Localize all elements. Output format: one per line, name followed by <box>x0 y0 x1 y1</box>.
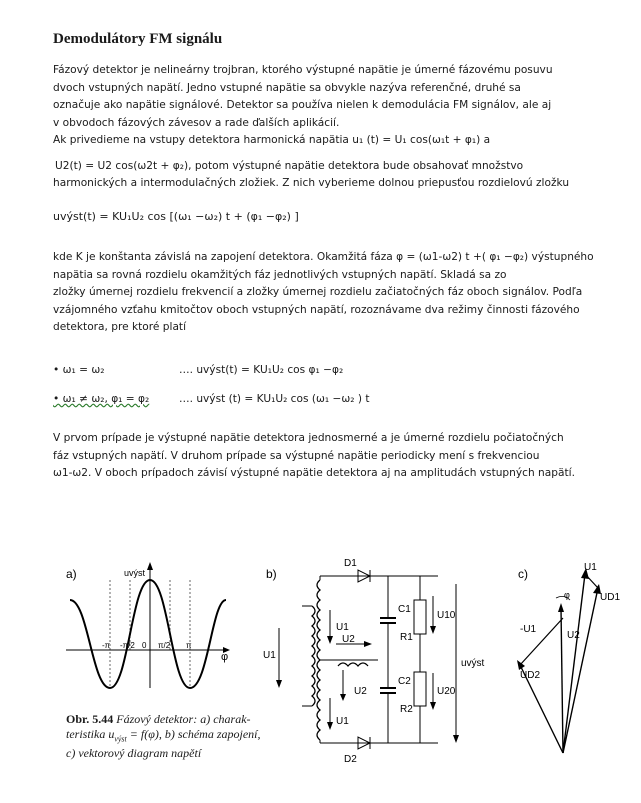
explanation-paragraph <box>53 249 613 337</box>
bullet-condition: • ω₁ = ω₂ <box>53 364 105 376</box>
label-uvyst: uvýst <box>461 658 485 669</box>
tick-label: -π/2 <box>120 641 135 650</box>
tertiary-coil <box>338 663 368 666</box>
label-u20: U20 <box>437 686 456 697</box>
label-minus-u1: -U1 <box>520 624 537 635</box>
text-line: V prvom prípade je výstupné napätie detektora jednosmerné a je úmerné rozdielu počiatočných <box>53 432 564 444</box>
label-r2: R2 <box>400 704 413 715</box>
bullet-formula: …. uvýst (t) = KU₁U₂ cos (ω₁ −ω₂ ) t <box>179 393 370 405</box>
label-u2-lower: U2 <box>354 686 367 697</box>
conclusion-paragraph <box>53 430 613 483</box>
label-d2: D2 <box>344 754 357 763</box>
text-line: Fázový detektor je nelineárny trojbran, ktorého výstupné napätie je úmerné fázovému posuvu <box>53 64 553 76</box>
label-u2-center: U2 <box>342 634 355 645</box>
text-line: v obvodoch fázových závesov a rade ďalších aplikácií. <box>53 116 340 129</box>
text-line: zložky úmernej rozdielu frekvencií a zložky úmernej rozdielu začiatočných fáz oboch signálov. Podľa <box>53 286 583 298</box>
main-equation: uvýst(t) = KU₁U₂ cos [(ω₁ −ω₂) t + (φ₁ −φ₂) ] <box>53 210 299 223</box>
bullet-condition: • ω₁ ≠ ω₂, φ₁ = φ₂ <box>53 393 150 405</box>
figure-caption <box>66 712 316 761</box>
text-line: vzájomného vzťahu kmitočtov oboch vstupných napätí, rozoznávame dva režimy činnosti fázového <box>53 303 580 316</box>
vector-u2 <box>561 608 563 753</box>
label-u1-upper: U1 <box>336 622 349 633</box>
caption-text-line2: teristika u <box>66 727 115 741</box>
text-line: kde K je konštanta závislá na zapojení detektora. Okamžitá fáza φ = (ω1-ω2) t +( φ₁ −φ₂) výstupného <box>53 251 594 263</box>
characteristic-curve <box>70 580 229 688</box>
label-u1-lower: U1 <box>336 716 349 727</box>
tick-label: 0 <box>142 641 147 650</box>
label-c2: C2 <box>398 676 411 687</box>
text-line: harmonických a intermodulačných zložiek. Z nich vyberieme dolnou priepusťou rozdielovú zložku <box>53 177 570 189</box>
label-c1: C1 <box>398 604 411 615</box>
bullet-formula: …. uvýst(t) = KU₁U₂ cos φ₁ −φ₂ <box>179 364 344 376</box>
text-line: označuje ako napätie signálové. Detektor sa používa nielen k demodulácia FM signálov, ale aj <box>53 99 552 111</box>
panel-c-label: c) <box>518 567 528 581</box>
y-axis-label: uvýst <box>124 568 146 578</box>
tick-label: -π <box>102 641 111 650</box>
y-axis-arrow <box>147 562 153 570</box>
panel-a-label: a) <box>66 567 77 581</box>
text-line: detektora, pre ktoré platí <box>53 321 187 333</box>
label-phi: φ <box>564 590 570 600</box>
label-u10: U10 <box>437 610 456 621</box>
label-ud2: UD2 <box>520 670 541 681</box>
primary-coil <box>312 606 315 706</box>
label-u1-primary: U1 <box>263 650 276 661</box>
bullet-equal-frequencies <box>53 364 344 376</box>
tick-label: π/2 <box>158 641 171 650</box>
text-line: U2(t) = U2 cos(ω2t + φ₂), potom výstupné napätie detektora bude obsahovať množstvo <box>55 159 524 172</box>
panel-c-vector-diagram <box>517 562 620 753</box>
panel-b-label: b) <box>266 567 277 581</box>
caption-subscript: výst <box>114 734 127 744</box>
label-ud1: UD1 <box>600 592 621 603</box>
caption-number: Obr. 5.44 <box>66 712 114 726</box>
text-line: napätia sa rovná rozdielu okamžitých fáz jednotlivých vstupných napätí. Skladá sa zo <box>53 268 507 281</box>
label-r1: R1 <box>400 632 413 643</box>
label-u2: U2 <box>567 630 580 641</box>
text-line: ω1-ω2. V oboch prípadoch závisí výstupné napätie detektora aj na amplitudách vstupných napätí. <box>53 467 575 479</box>
panel-a-characteristic <box>66 562 230 688</box>
caption-text-line1: Fázový detektor: a) charak- <box>116 712 251 726</box>
bullet-different-frequencies <box>53 393 370 405</box>
text-line: dvoch vstupných napätí. Jedno vstupné napätie sa obvykle nazýva referenčné, druhé sa <box>53 81 521 94</box>
resistor-r1 <box>414 600 426 634</box>
intro-paragraph <box>53 62 613 193</box>
caption-text-line2-rest: = f(φ), b) schéma zapojení, <box>126 727 261 741</box>
text-line: fáz vstupných napätí. V druhom prípade sa výstupné napätie periodicky mení s frekvenciou <box>53 449 540 462</box>
resistor-r2 <box>414 672 426 706</box>
secondary-coil <box>317 580 320 740</box>
label-u1: U1 <box>584 562 597 573</box>
label-d1: D1 <box>344 558 357 569</box>
page-title: Demodulátory FM signálu <box>53 31 223 47</box>
caption-text-line3: c) vektorový diagram napětí <box>66 746 202 761</box>
x-axis-label: φ <box>221 651 229 663</box>
text-line: Ak privedieme na vstupy detektora harmonická napätia u₁ (t) = U₁ cos(ω₁t + φ₁) a <box>53 134 491 146</box>
tick-label: π <box>186 641 192 650</box>
